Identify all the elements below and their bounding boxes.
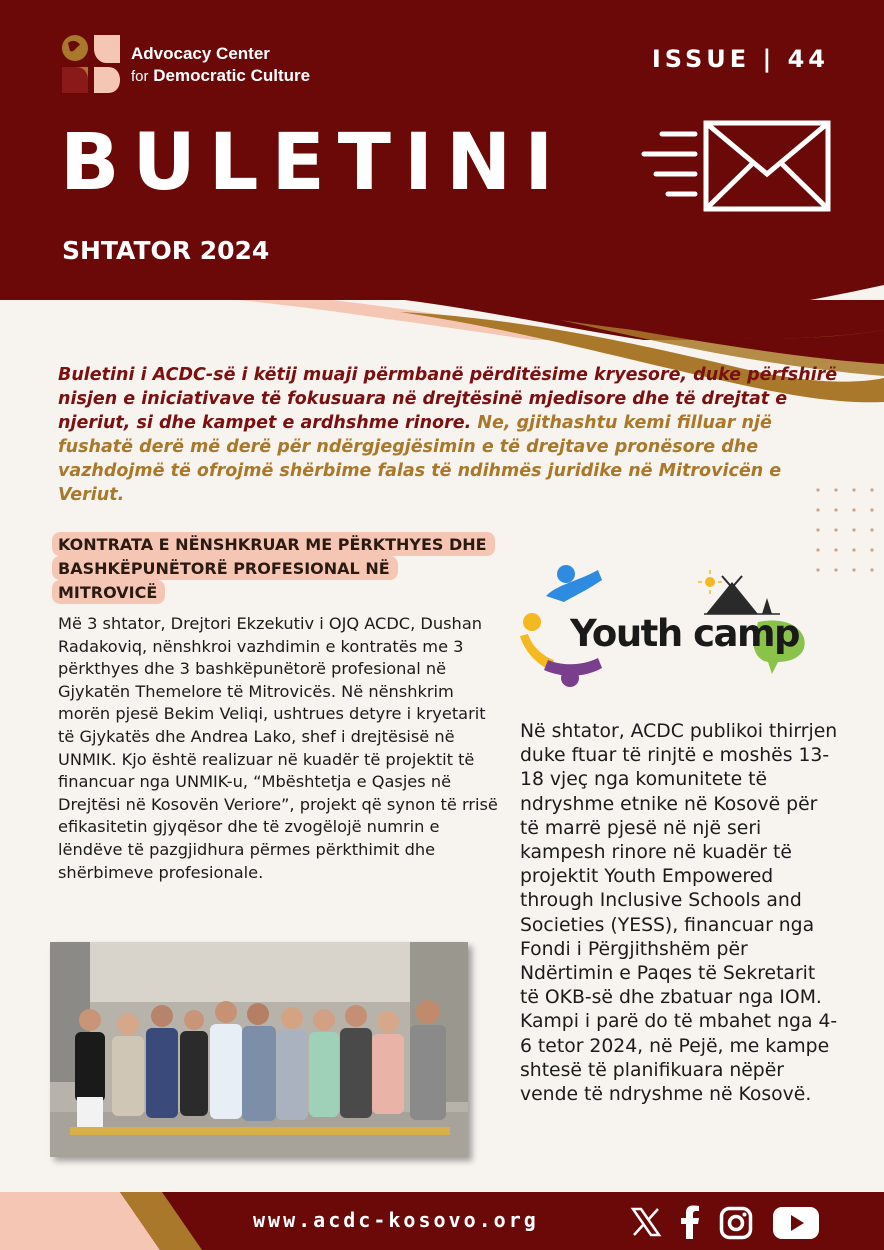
issue-label: ISSUE | 44 bbox=[651, 45, 829, 73]
instagram-icon[interactable] bbox=[719, 1206, 753, 1240]
youth-camp-logo-text: Youth camp bbox=[570, 612, 800, 655]
intro-part2: Ne, gjithashtu kemi filluar një fushatë derë më derë për ndërgjegjësimin e të drejtave pronësore dhe vazhdojmë të ofrojmë shërbime falas të ndihmës juridike në Mitrovicën e Veriut. bbox=[58, 413, 782, 505]
article1-headline-line3: MITROVICË bbox=[52, 580, 165, 604]
article1-body: Më 3 shtator, Drejtori Ekzekutiv i OJQ ACDC, Dushan Radakoviq, nënshkroi vazhdimin e kontratës me 3 përkthyes dhe 3 bashkëpunëtorë profesional në Gjykatën Themelore të Mitrovicës. Në nënshkrim morën pjesë Bekim Veliqi, ushtrues detyre i kryetarit të Gjykatës dhe Andrea Lako, shef i drejtësisë në UNMIK. Kjo është realizuar në kuadër të projektit të financuar nga UNMIK-u, “Mbështetja e Qasjes në Drejtësi në Kosovën Veriore”, projekt që synon të rrisë efikasitetin gjyqësor dhe të zvogëlojë numrin e lëndëve të pazgjidhura përmes përkthimit dhe shërbimeve profesionale. bbox=[58, 614, 498, 882]
intro-paragraph bbox=[58, 363, 843, 507]
group-photo-image bbox=[50, 942, 468, 1157]
article1-headline-line2: BASHKËPUNËTORË PROFESIONAL NË bbox=[52, 556, 398, 580]
x-icon[interactable] bbox=[630, 1206, 662, 1238]
article2-body: Në shtator, ACDC publikoi thirrjen duke ftuar të rinjtë e moshës 13-18 vjeç nga komunitete të ndryshme etnike në Kosovë për të marrë pjesë në një seri kampesh rinore në kuadër të projektit Youth Empowered through Inclusive Schools and Societies (YESS), financuar nga Fondi i Përgjithshëm për Ndërtimin e Paqes të Sekretarit të OKB-së dhe zbatuar nga IOM. Kampi i parë do të mbahet nga 4-6 tetor 2024, në Pejë, me kampe shtesë të planifikuara nëpër vende të ndryshme në Kosovë. bbox=[520, 721, 838, 1106]
org-name-line2 bbox=[131, 66, 310, 87]
mail-envelope-icon bbox=[640, 118, 835, 214]
newsletter-title: BULETINI bbox=[60, 118, 567, 208]
article1-headline-line1: KONTRATA E NËNSHKRUAR ME PËRKTHYES DHE bbox=[52, 532, 495, 556]
org-name-for: for bbox=[131, 68, 149, 85]
youtube-icon[interactable] bbox=[773, 1207, 819, 1239]
group-photo bbox=[50, 942, 468, 1157]
intro-part1: Buletini i ACDC-së i këtij muaji përmbanë përditësime kryesore, duke përfshirë nisjen e iniciativave të fokusuara në drejtësinë mjedisore dhe të drejtat e njeriut, si dhe kampet e ardhshme rinore. bbox=[58, 365, 838, 433]
issue-date: SHTATOR 2024 bbox=[62, 236, 270, 265]
org-name-rest: Democratic Culture bbox=[153, 66, 311, 85]
facebook-icon[interactable] bbox=[678, 1205, 702, 1239]
acdc-logo-icon bbox=[60, 33, 122, 95]
decorative-dots bbox=[808, 480, 878, 620]
footer-website-link[interactable]: www.acdc-kosovo.org bbox=[253, 1208, 539, 1232]
org-name-line1: Advocacy Center bbox=[131, 44, 270, 63]
article1-headline bbox=[52, 532, 495, 604]
youth-camp-logo bbox=[518, 562, 810, 692]
